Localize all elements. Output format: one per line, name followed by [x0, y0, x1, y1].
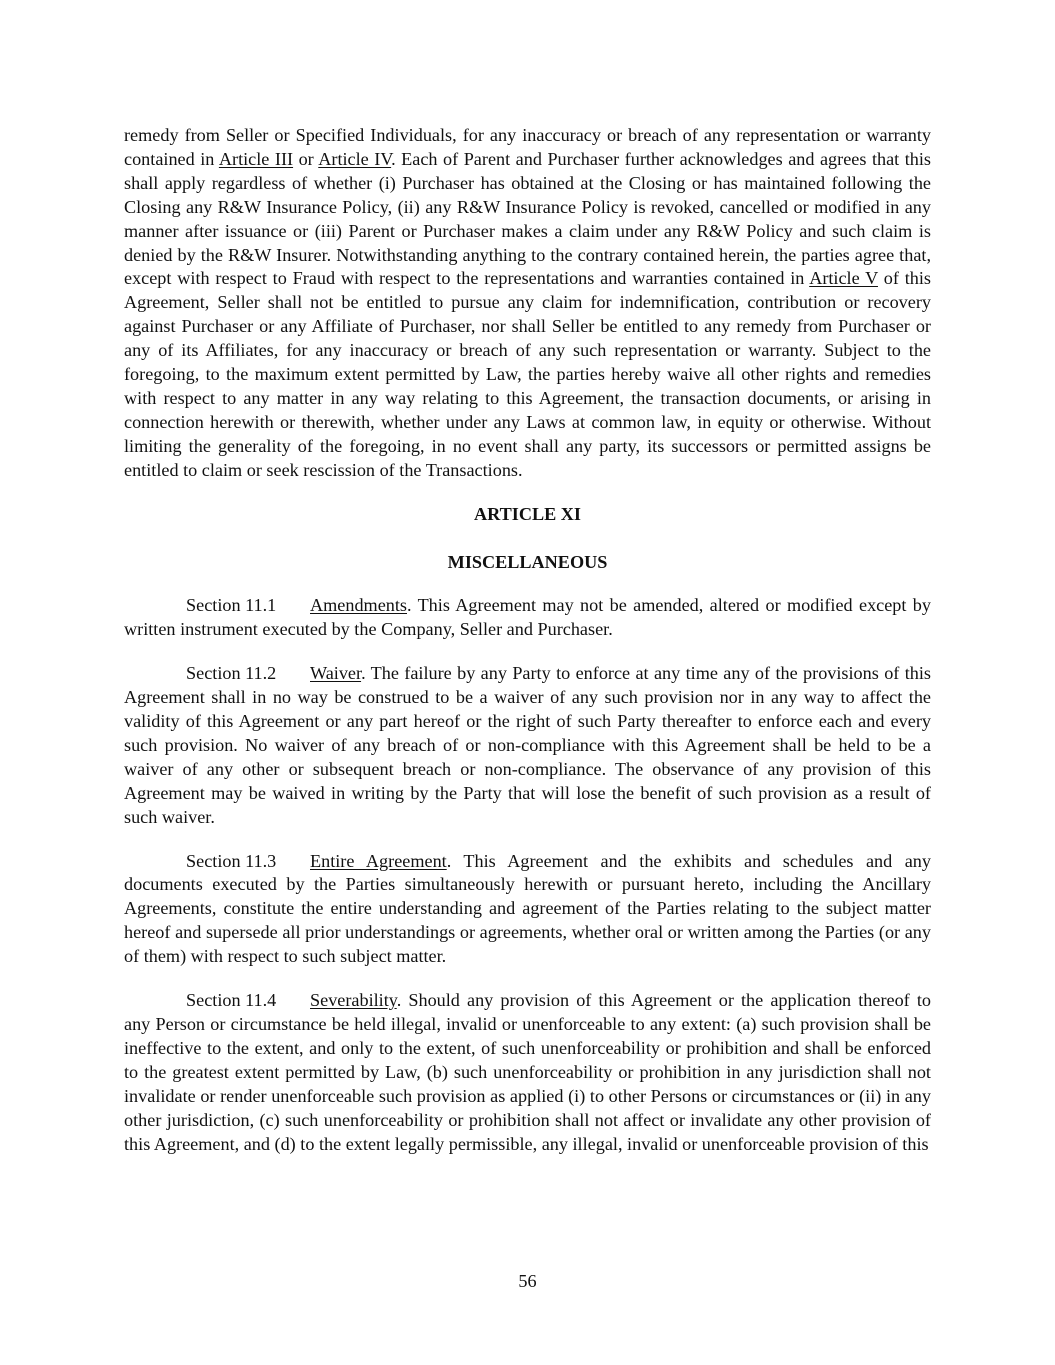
section-number: Section 11.1 [186, 595, 277, 616]
section-text: . This Agreement and the exhibits and schedules and any documents executed by the Parties simultaneously herewith or pursuant hereto, including the Ancillary Agreements, constitute the entire understanding and agreement of the Parties relating to the subject matter hereof and supersede all prior understandings or agreements, whether oral or written among the Parties (or any of them) with respect to such subject matter. [124, 850, 931, 967]
document-body [124, 124, 931, 1156]
section-text: . The failure by any Party to enforce at any time any of the provisions of this Agreement shall in no way be construed to be a waiver of any such provision nor in any way to affect the validity of this Agreement or any part hereof or the right of such Party thereafter to enforce each and every such provision. No waiver of any breach of or non-compliance with this Agreement shall be held to be a waiver of any other or subsequent breach or non-compliance. The observance of any provision of this Agreement may be waived in writing by the Party that will lose the benefit of such provision as a result of such waiver. [124, 663, 931, 827]
carryover-text-3: . Each of Parent and Purchaser further acknowledges and agrees that this shall apply regardless of whether (i) Purchaser has obtained at the Closing or has maintained following the Closing any R&W Insurance Policy, (ii) any R&W Insurance Policy is revoked, cancelled or modified in any manner after issuance or (iii) Parent or Purchaser makes a claim under any R&W Policy and such claim is denied by the R&W Insurer. Notwithstanding anything to the contrary contained herein, the parties agree that, except with respect to Fraud with respect to the representations and warranties contained in [124, 148, 932, 289]
section-number: Section 11.3 [186, 850, 277, 871]
section-heading: Amendments [310, 595, 407, 616]
carryover-text-2: or [293, 148, 319, 169]
section-text: . This Agreement may not be amended, altered or modified except by written instrument executed by the Company, Seller and Purchaser. [124, 595, 931, 640]
article-title-heading: MISCELLANEOUS [447, 551, 608, 572]
carryover-text-1: remedy from Seller or Specified Individuals, for any inaccuracy or breach of any representation or warranty contained in [124, 125, 931, 169]
section-text: . Should any provision of this Agreement or the application thereof to any Person or circumstance be held illegal, invalid or unenforceable to any extent: (a) such provision shall be ineffective to the extent, and only to the extent, of such unenforceability or prohibition and shall be enforced to the greatest extent permitted by Law, (b) such unenforceability or prohibition in any jurisdiction shall not invalidate or render unenforceable such provision as applied (i) to other Persons or circumstances or (ii) in any other jurisdiction, (c) such unenforceability or prohibition shall not affect or invalidate any other provision of this Agreement, and (d) to the extent legally permissible, any illegal, invalid or unenforceable provision of this [124, 990, 931, 1154]
section-heading: Severability [310, 990, 397, 1011]
section-number: Section 11.4 [186, 990, 277, 1011]
section-11-3-paragraph [124, 850, 931, 970]
cross-reference-article-iii: Article III [218, 148, 294, 169]
section-11-2-paragraph [124, 662, 931, 829]
page-number: 56 [518, 1271, 537, 1291]
carryover-paragraph [124, 124, 931, 483]
section-heading: Waiver [310, 663, 362, 684]
section-number: Section 11.2 [186, 663, 277, 684]
cross-reference-article-iv: Article IV [318, 148, 392, 169]
article-number-heading: ARTICLE XI [474, 503, 581, 524]
cross-reference-article-v: Article V [809, 268, 878, 289]
section-heading: Entire Agreement [310, 850, 447, 871]
section-11-1-paragraph [124, 594, 931, 642]
section-11-4-paragraph [124, 989, 931, 1156]
carryover-text-4: of this Agreement, Seller shall not be entitled to pursue any claim for indemnification, contribution or recovery against Purchaser or any Affiliate of Purchaser, nor shall Seller be entitled to any remedy from Purchaser or any of its Affiliates, for any inaccuracy or breach of any such representation or warranty. Subject to the foregoing, to the maximum extent permitted by Law, the parties hereby waive all other rights and remedies with respect to any matter in any way relating to this Agreement, the transaction documents, or arising in connection herewith or therewith, whether under any Laws at common law, in equity or otherwise. Without limiting the generality of the foregoing, in no event shall any party, its successors or permitted assigns be entitled to claim or seek rescission of the Transactions. [124, 268, 931, 480]
